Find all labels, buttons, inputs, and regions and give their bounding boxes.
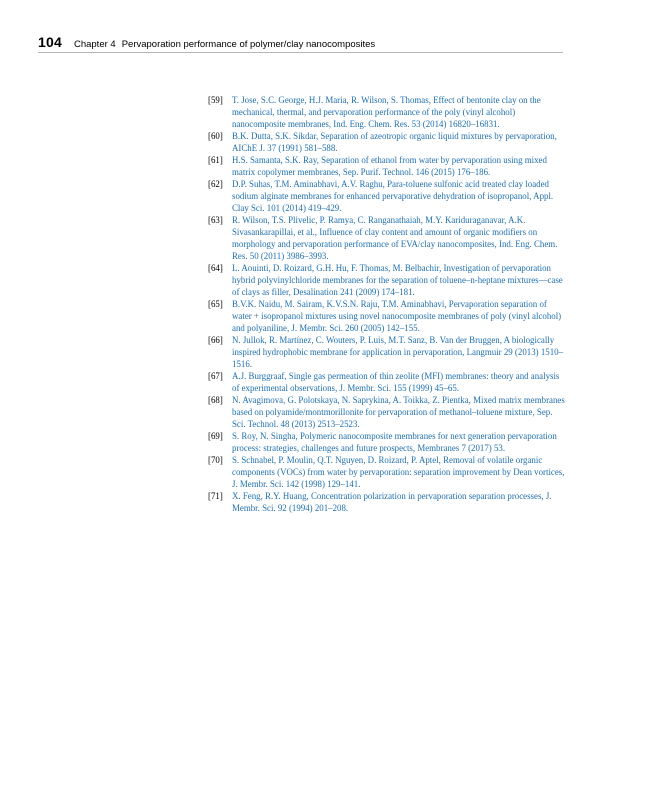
reference-number: [63] — [208, 215, 223, 225]
reference-number: [68] — [208, 395, 223, 405]
reference-item — [208, 394, 566, 430]
reference-number: [66] — [208, 335, 223, 345]
reference-number: [69] — [208, 431, 223, 441]
chapter-title: Pervaporation performance of polymer/clay nanocomposites — [121, 39, 376, 50]
reference-number: [67] — [208, 371, 223, 381]
page-header — [38, 34, 563, 53]
reference-item — [208, 334, 566, 370]
running-head — [74, 39, 375, 50]
reference-item — [208, 298, 566, 334]
reference-item — [208, 130, 566, 154]
reference-text[interactable]: H.S. Samanta, S.K. Ray, Separation of ethanol from water by pervaporation using mixed matrix copolymer membranes, Sep. Purif. Technol. 146 (2015) 176–186. — [232, 155, 547, 177]
reference-number: [62] — [208, 179, 223, 189]
reference-text[interactable]: S. Roy, N. Singha, Polymeric nanocomposite membranes for next generation pervaporation process: strategies, challenges and future prospects, Membranes 7 (2017) 53. — [232, 431, 557, 453]
reference-number: [64] — [208, 263, 223, 273]
reference-item — [208, 94, 566, 130]
reference-number: [59] — [208, 95, 223, 105]
reference-text[interactable]: L. Aouinti, D. Roizard, G.H. Hu, F. Thomas, M. Belbachir, Investigation of pervaporation hybrid polyvinylchloride membranes for the separation of toluene–n-heptane mixtures—case of clays as filler, Desalination 241 (2009) 174–181. — [232, 263, 563, 297]
reference-item — [208, 262, 566, 298]
reference-text[interactable]: B.V.K. Naidu, M. Sairam, K.V.S.N. Raju, T.M. Aminabhavi, Pervaporation separation of water + isopropanol mixtures using novel nanocomposite membranes of poly (vinyl alcohol) and polyaniline, J. Membr. Sci. 260 (2005) 142–155. — [232, 299, 562, 333]
reference-item — [208, 154, 566, 178]
reference-text[interactable]: R. Wilson, T.S. Plivelic, P. Ramya, C. Ranganathaiah, M.Y. Kariduraganavar, A.K. Sivasankarapillai, et al., Influence of clay content and amount of organic modifiers on morphology and pervaporation performance of EVA/clay nanocomposites, Ind. Eng. Chem. Res. 50 (2011) 3986–3993. — [232, 215, 558, 261]
reference-number: [60] — [208, 131, 223, 141]
reference-item — [208, 370, 566, 394]
reference-number: [70] — [208, 455, 223, 465]
reference-text[interactable]: B.K. Dutta, S.K. Sikdar, Separation of azeotropic organic liquid mixtures by pervaporation, AIChE J. 37 (1991) 581–588. — [232, 131, 557, 153]
page-number: 104 — [38, 34, 62, 50]
chapter-label: Chapter 4 — [73, 39, 116, 50]
reference-text[interactable]: T. Jose, S.C. George, H.J. Maria, R. Wilson, S. Thomas, Effect of bentonite clay on the mechanical, thermal, and pervaporation performance of the poly (vinyl alcohol) nanocomposite membranes, Ind. Eng. Chem. Res. 53 (2014) 16820–16831. — [232, 95, 541, 129]
reference-text[interactable]: A.J. Burggraaf, Single gas permeation of thin zeolite (MFI) membranes: theory and analysis of experimental observations, J. Membr. Sci. 155 (1999) 45–65. — [232, 371, 560, 393]
reference-text[interactable]: D.P. Suhas, T.M. Aminabhavi, A.V. Raghu, Para-toluene sulfonic acid treated clay loaded sodium alginate membranes for enhanced pervaporative dehydration of isopropanol, Appl. Clay Sci. 101 (2014) 419–429. — [232, 179, 554, 213]
reference-text[interactable]: N. Avagimova, G. Polotskaya, N. Saprykina, A. Toikka, Z. Pientka, Mixed matrix membranes based on polyamide/montmorillonite for pervaporation of methanol–toluene mixture, Sep. Sci. Technol. 48 (2013) 2513–2523. — [232, 395, 565, 429]
reference-number: [71] — [208, 491, 223, 501]
reference-text[interactable]: X. Feng, R.Y. Huang, Concentration polarization in pervaporation separation processes, J. Membr. Sci. 92 (1994) 201–208. — [232, 491, 552, 513]
reference-list — [208, 94, 566, 514]
reference-item — [208, 490, 566, 514]
reference-number: [65] — [208, 299, 223, 309]
reference-item — [208, 214, 566, 262]
reference-item — [208, 454, 566, 490]
reference-number: [61] — [208, 155, 223, 165]
reference-text[interactable]: S. Schnabel, P. Moulin, Q.T. Nguyen, D. Roizard, P. Aptel, Removal of volatile organic components (VOCs) from water by pervaporation: separation improvement by Dean vortices, J. Membr. Sci. 142 (1998) 129–141. — [232, 455, 565, 489]
reference-text[interactable]: N. Jullok, R. Martínez, C. Wouters, P. Luis, M.T. Sanz, B. Van der Bruggen, A biologically inspired hydrophobic membrane for application in pervaporation, Langmuir 29 (2013) 1510–1516. — [232, 335, 564, 369]
reference-item — [208, 178, 566, 214]
reference-item — [208, 430, 566, 454]
